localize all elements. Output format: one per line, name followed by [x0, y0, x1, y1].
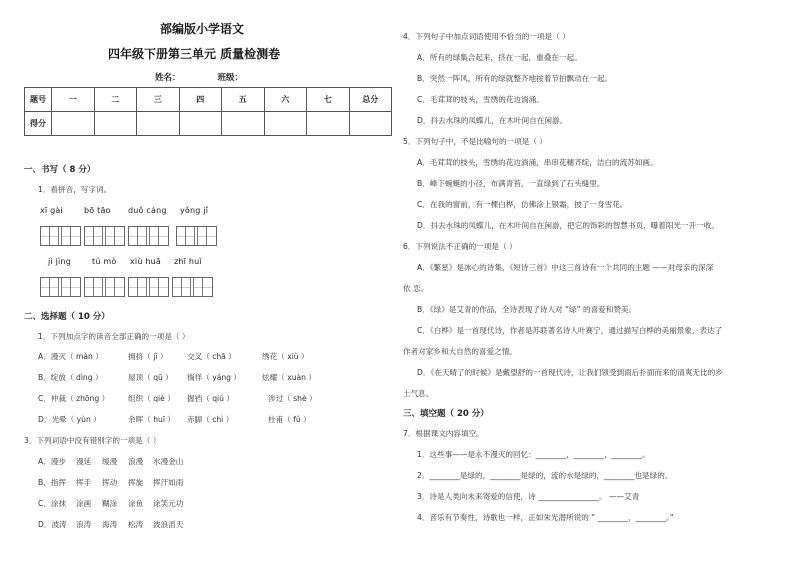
pinyin-label: tú mò — [92, 257, 117, 266]
writing-grid[interactable] — [176, 226, 217, 246]
page-subtitle: 四年级下册第三单元 质量检测卷 — [108, 47, 281, 61]
page-title: 部编版小学语文 — [160, 22, 245, 36]
option-text: 缓漫 — [102, 457, 118, 466]
option-text: B．《绿》是艾青的作品，全诗表现了诗人对 “绿” 的喜爱和赞美。 — [417, 305, 637, 314]
option-text: D．波涛 — [38, 520, 67, 529]
score-cell: 六 — [264, 88, 307, 112]
pinyin-label: yǒng jǐ — [180, 206, 209, 215]
writing-grid[interactable] — [40, 277, 81, 297]
option-text: 徜徉（ yáng ） — [187, 373, 241, 382]
option-text: B．峰下蜿蜒的小径，布满青苔，一直绿到了石头缝里。 — [417, 179, 605, 188]
fill-blank-item: 2．________是绿的，________是绿的，流的水是绿的，________也是绿的。 — [417, 471, 673, 480]
option-text: 组织（ qiè ） — [128, 394, 175, 403]
writing-grid[interactable] — [40, 226, 81, 246]
score-input-cell[interactable] — [52, 112, 95, 136]
question-text: 7．根据课文内容填空。 — [403, 429, 484, 438]
section3-title: 三、填空题（ 20 分） — [403, 409, 489, 419]
option-text: 涂鱼 — [128, 499, 144, 508]
score-cell: 一 — [52, 88, 95, 112]
option-text: D．光晕（ yùn ） — [38, 415, 101, 424]
score-cell: 二 — [94, 88, 137, 112]
pinyin-label: jì jìng — [48, 257, 71, 266]
class-label: 班级： — [217, 73, 243, 83]
question-text: 5．下列句子中，不是比喻句的一项是（ ） — [403, 137, 547, 146]
section2-title: 二、选择题（ 10 分） — [24, 312, 110, 322]
option-text: A．毛茸茸的枝头，雪绣的花边淌涌，串串花穗齐绽，洁白的流苏如画。 — [417, 158, 658, 167]
option-text: 浪漫 — [128, 457, 144, 466]
pinyin-label: xiù huā — [130, 257, 162, 266]
score-cell: 四 — [179, 88, 222, 112]
score-input-cell[interactable] — [264, 112, 307, 136]
option-text: 交叉（ chā ） — [187, 352, 236, 361]
option-text: A．《繁星》是冰心的诗集，《短诗三首》中这三首诗有一个共同的主题 ——对母亲的深深 — [417, 263, 714, 272]
option-text: 涂画 — [76, 499, 92, 508]
score-table — [24, 87, 392, 136]
option-text: C．涂抹 — [38, 499, 67, 508]
option-text: C．仲裁（ zhōng ） — [38, 394, 110, 403]
writing-grid[interactable] — [84, 226, 125, 246]
option-text: 挥手 — [76, 478, 92, 487]
score-cell: 总分 — [349, 88, 392, 112]
question-text: 4．下列句子中加点词语使用不恰当的一项是（ ） — [403, 32, 570, 41]
writing-grid[interactable] — [172, 277, 213, 297]
score-cell: 三 — [137, 88, 180, 112]
option-text: A．漫步 — [38, 457, 66, 466]
option-text: D．抖去水珠的凤蝶儿，在木叶间自在闲游。 — [417, 116, 568, 125]
option-text: 挥汗如雨 — [153, 478, 184, 487]
fill-blank-item: 3．诗是人类向未来寄爱的信使，诗 ________________。 ——艾青 — [417, 492, 640, 501]
option-text: 水漫金山 — [153, 457, 184, 466]
option-text: 松涛 — [128, 520, 144, 529]
option-text: 涂笑元功 — [153, 499, 184, 508]
name-label: 姓名： — [155, 73, 181, 83]
score-input-cell[interactable] — [137, 112, 180, 136]
question-text: 1．看拼音，写字词。 — [38, 185, 112, 194]
score-header-row — [25, 88, 392, 112]
option-text: C．毛茸茸的枝头，雪绣的花边淌涌。 — [417, 95, 544, 104]
option-text: 依 恋。 — [403, 284, 429, 293]
option-text: 海涛 — [102, 520, 118, 529]
question-text: 3．下列词语中没有错别字的一项是（ ） — [24, 436, 161, 445]
option-text: D．《在天晴了的时候》是戴望舒的一首现代诗，让我们领受到雨后扑面而来的清爽无比的乡 — [417, 368, 723, 377]
writing-grid[interactable] — [128, 277, 169, 297]
option-text: A．所有的绿集合起来，挤在一起，重叠在一起。 — [417, 53, 582, 62]
option-text: 波浪滔天 — [153, 520, 184, 529]
fill-blank-item: 1．这些事——是永不漫灭的回忆：________，________，________。 — [417, 450, 650, 459]
name-class-row — [155, 71, 277, 83]
option-text: 炫耀（ xuàn ） — [262, 373, 316, 382]
option-text: 屋顶（ qū ） — [128, 373, 173, 382]
score-value-row — [25, 112, 392, 136]
score-row-label: 得分 — [25, 112, 52, 136]
option-text: B．突然一阵风，所有的绿就整齐地按着节拍飘动在一起。 — [417, 74, 613, 83]
pinyin-label: bō tāo — [84, 206, 111, 215]
option-text: 作者对家乡和大自然的喜爱之情。 — [403, 347, 517, 356]
pinyin-label: zhī huì — [174, 257, 202, 266]
option-text: 挥旋 — [128, 478, 144, 487]
option-text: 拥挤（ jǐ ） — [128, 352, 168, 361]
score-cell: 题号 — [25, 88, 52, 112]
score-cell: 七 — [307, 88, 350, 112]
option-text: A．漫灭（ màn ） — [38, 352, 103, 361]
option-text: 杜甫（ fǔ ） — [268, 415, 311, 424]
score-input-cell[interactable] — [179, 112, 222, 136]
writing-grid[interactable] — [84, 277, 125, 297]
option-text: C．在我的窗前，有一棵白桦，仿佛涂上银霜，披了一身雪花。 — [417, 200, 628, 209]
writing-grid[interactable] — [128, 226, 169, 246]
score-input-cell[interactable] — [222, 112, 265, 136]
option-text: 糊涂 — [102, 499, 118, 508]
option-text: 漫延 — [76, 457, 92, 466]
section1-title: 一、书写（ 8 分） — [24, 165, 96, 175]
option-text: 涉过（ shè ） — [268, 394, 317, 403]
pinyin-label: xī gài — [40, 206, 63, 215]
score-input-cell[interactable] — [349, 112, 392, 136]
score-input-cell[interactable] — [94, 112, 137, 136]
option-text: 赤脚（ chì ） — [187, 415, 234, 424]
option-text: B．绽放（ dìng ） — [38, 373, 103, 382]
fill-blank-item: 4．音乐有节奏性，诗歌也一样，正如朱光潜所说的 “ ________，________。” — [417, 513, 674, 522]
option-text: 绣花（ xiù ） — [262, 352, 309, 361]
question-text: 6．下列说法不正确的一项是（ ） — [403, 242, 517, 251]
option-text: B．指挥 — [38, 478, 66, 487]
option-text: C．《白桦》是一首现代诗，作者是苏联著名诗人叶赛宁，通过描写白桦的美丽景象，表达了 — [417, 326, 723, 335]
option-text: 土气息。 — [403, 389, 434, 398]
option-text: 浪涛 — [76, 520, 92, 529]
option-text: 余晖（ huī ） — [128, 415, 175, 424]
pinyin-label: duǒ cáng — [128, 206, 167, 215]
option-text: 握铛（ qiú ） — [187, 394, 234, 403]
score-cell: 五 — [222, 88, 265, 112]
option-text: D．抖去水珠的凤蝶儿，在木叶间自在闲游，把它的饰彩的智慧书页，曝着阳光一开一收。 — [417, 221, 719, 230]
question-text: 1．下列加点字的读音全部正确的一项是（ ） — [38, 332, 190, 341]
option-text: 挥动 — [102, 478, 118, 487]
score-input-cell[interactable] — [307, 112, 350, 136]
